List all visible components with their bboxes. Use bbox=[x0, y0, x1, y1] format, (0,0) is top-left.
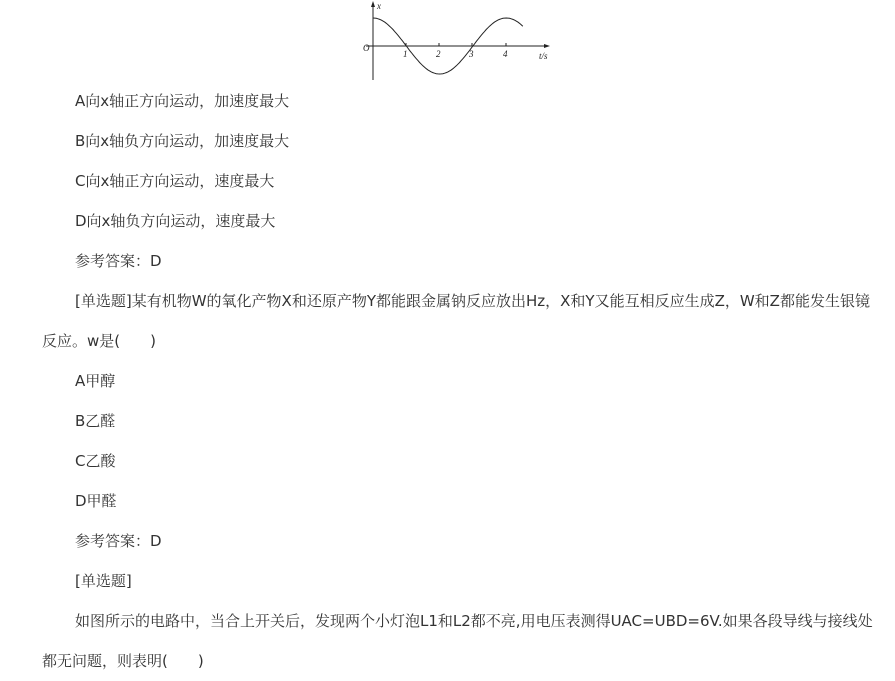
x-t-graph bbox=[358, 0, 558, 84]
y-axis-label: x bbox=[377, 1, 381, 11]
q2-option-d: D甲醛 bbox=[75, 492, 117, 510]
q2-option-a: A甲醇 bbox=[75, 372, 116, 390]
origin-label: O bbox=[363, 43, 370, 53]
q3-tag: [单选题] bbox=[75, 572, 132, 590]
q2-stem: [单选题]某有机物W的氧化产物X和还原产物Y都能跟金属钠反应放出Hz，X和Y又能互相反应生成Z，W和Z都能发生银镜反应。w是( ) bbox=[42, 292, 870, 350]
y-arrow-icon bbox=[371, 1, 375, 7]
tick-label-4: 4 bbox=[503, 49, 508, 59]
q1-answer: 参考答案：D bbox=[75, 252, 162, 270]
q2-option-c: C乙酸 bbox=[75, 452, 116, 470]
q2-answer: 参考答案：D bbox=[75, 532, 162, 550]
t-arrow-icon bbox=[544, 44, 550, 48]
q3-stem: 如图所示的电路中，当合上开关后，发现两个小灯泡L1和L2都不亮,用电压表测得UAC=UBD=6V.如果各段导线与接线处都无问题，则表明( ) bbox=[42, 612, 873, 670]
x-axis-label: t/s bbox=[539, 51, 548, 61]
tick-label-2: 2 bbox=[436, 49, 441, 59]
tick-label-1: 1 bbox=[403, 49, 408, 59]
q1-option-c: C向x轴正方向运动，速度最大 bbox=[75, 172, 275, 190]
q1-option-d: D向x轴负方向运动，速度最大 bbox=[75, 212, 276, 230]
q2-option-b: B乙醛 bbox=[75, 412, 116, 430]
tick-label-3: 3 bbox=[469, 49, 474, 59]
q1-option-a: A向x轴正方向运动，加速度最大 bbox=[75, 92, 290, 110]
q1-option-b: B向x轴负方向运动，加速度最大 bbox=[75, 132, 290, 150]
